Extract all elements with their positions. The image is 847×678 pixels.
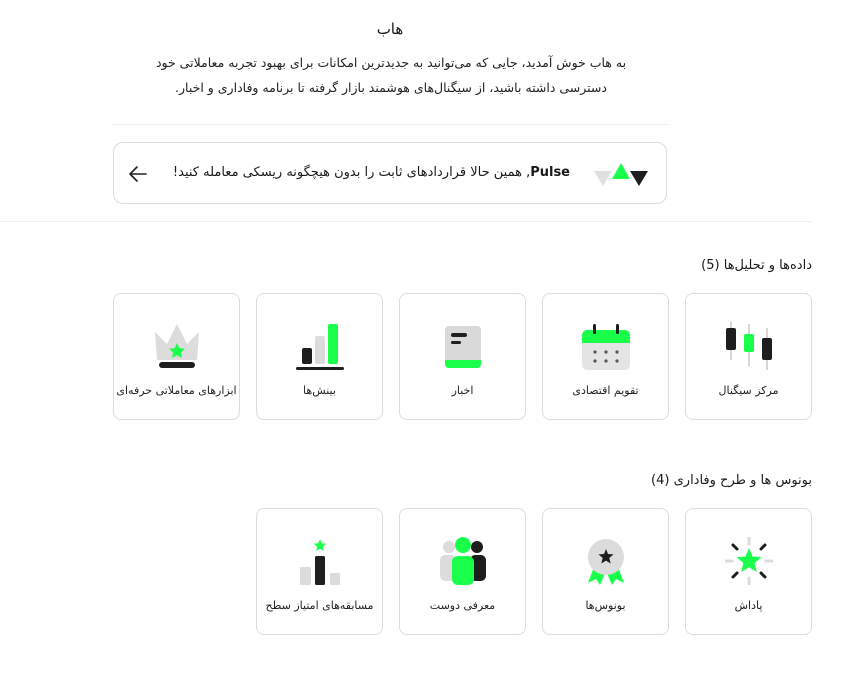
divider (0, 221, 812, 222)
card-label: بونوس‌ها (585, 599, 626, 612)
card-label: ابزارهای معاملاتی حرفه‌ای (116, 384, 237, 397)
intro-text-line-2: دسترسی داشته باشید، از سیگنال‌های هوشمند بازار گرفته تا برنامه وفاداری و اخبار. (175, 80, 607, 95)
page-title: هاب (376, 20, 404, 38)
card-label: تقویم اقتصادی (572, 384, 639, 397)
card-refer-friend[interactable] (399, 508, 526, 635)
friends-icon (439, 537, 487, 585)
crown-icon (153, 322, 201, 370)
banner-brand: Pulse (530, 165, 570, 180)
card-reward[interactable] (685, 508, 812, 635)
card-bonuses[interactable] (542, 508, 669, 635)
news-book-icon (439, 322, 487, 370)
card-label: اخبار (451, 384, 474, 397)
card-level-point-contests[interactable] (256, 508, 383, 635)
star-burst-icon (725, 537, 773, 585)
card-signal-center[interactable] (685, 293, 812, 420)
card-pro-trading-tools[interactable] (113, 293, 240, 420)
section-title-bonus-loyalty: بونوس ها و طرح وفاداری (4) (651, 473, 812, 488)
card-label: پاداش (734, 599, 763, 612)
bar-chart-icon (296, 322, 344, 370)
pulse-banner[interactable] (113, 142, 667, 204)
arrow-left-icon[interactable] (128, 165, 148, 183)
section-title-data-analysis: داده‌ها و تحلیل‌ها (5) (701, 258, 812, 273)
card-insights[interactable] (256, 293, 383, 420)
card-label: بینش‌ها (303, 384, 336, 397)
calendar-icon (582, 322, 630, 370)
medal-icon (582, 537, 630, 585)
banner-text (173, 165, 570, 180)
intro-text-line-1: به هاب خوش آمدید، جایی که می‌توانید به جدیدترین امکانات برای بهبود تجربه معاملاتی خود (155, 55, 627, 70)
candlestick-icon (725, 322, 773, 370)
card-news[interactable] (399, 293, 526, 420)
card-label: مسابقه‌های امتیاز سطح (265, 599, 374, 612)
banner-message: , همین حالا قراردادهای ثابت را بدون هیچگونه ریسکی معامله کنید! (172, 165, 531, 180)
card-economic-calendar[interactable] (542, 293, 669, 420)
podium-icon (296, 537, 344, 585)
card-label: مرکز سیگنال (718, 384, 779, 397)
card-label: معرفی دوست (429, 599, 496, 612)
divider (113, 124, 669, 125)
pulse-triangles-logo (592, 161, 650, 187)
